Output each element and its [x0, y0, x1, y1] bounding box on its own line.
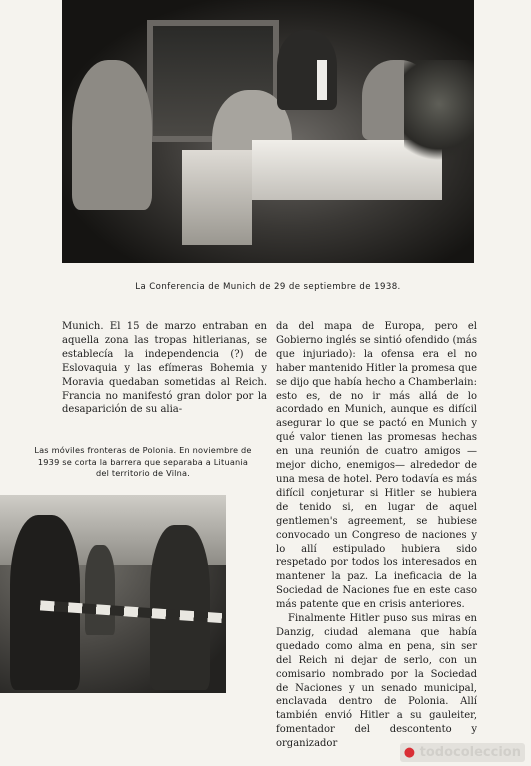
figure — [72, 60, 152, 210]
soldier — [150, 525, 210, 690]
plant — [404, 60, 474, 170]
sofa — [182, 150, 252, 245]
candle — [317, 60, 327, 100]
watermark-logo — [400, 743, 525, 762]
soldier — [85, 545, 115, 635]
figure — [277, 30, 337, 110]
photo-caption-left: Las móviles fronteras de Polonia. En noviembre de 1939 se corta la barrera que separaba a Lituania del territorio de Vilna. — [34, 445, 252, 479]
paragraph: Munich. El 15 de marzo entraban en aquella zona las tropas hitlerianas, se establecía la independencia (?) de Eslovaquia y las efímeras Bohemia y Moravia quedaban sometidas al Reich. Francia no manifestó gran dolor por la desaparición de su alia- — [62, 321, 267, 416]
watermark-text: todocoleccion — [419, 745, 521, 760]
paragraph: Finalmente Hitler puso sus miras en Danzig, ciudad alemana que había quedado como alma en pena, sin ser del Reich ni dejar de serlo, con un comisario nombrado por la Sociedad de Naciones y un senado municipal, enclavada dentro de Polonia. Allí también envió Hitler a su gauleiter, fomentador del descontento y organizador — [276, 613, 477, 750]
photo-caption-top: La Conferencia de Munich de 29 de septiembre de 1938. — [135, 282, 401, 292]
text-column-left — [62, 320, 267, 417]
text-column-right — [276, 320, 477, 751]
logo-dot-icon: ● — [403, 745, 416, 760]
paragraph: da del mapa de Europa, pero el Gobierno inglés se sintió ofendido (más que injuriado): la ofensa era el no haber mantenido Hitler la promesa que se dijo que había hecho a Chamberlain: esto es, de no ir más allá de lo acordado en Munich, aunque es difícil asegurar lo que se pactó en Munich y qué valor tienen las promesas hechas en una reunión de cuatro amigos —mejor dicho, enemigos— alrededor de una mesa de hotel. Pero todavía es más difícil conjeturar si Hitler se hubiera de tenido si, en lugar de aquel gentlemen's agreement, se hubiese convocado un Congreso de naciones y lo allí estipulado hubiera sido respetado por todos los interesados en mantener la paz. La ineficacia de la Sociedad de Naciones fue en este caso más patente que en crisis anteriores. — [276, 321, 477, 611]
munich-conference-photo — [62, 0, 474, 263]
polish-border-photo — [0, 495, 226, 693]
